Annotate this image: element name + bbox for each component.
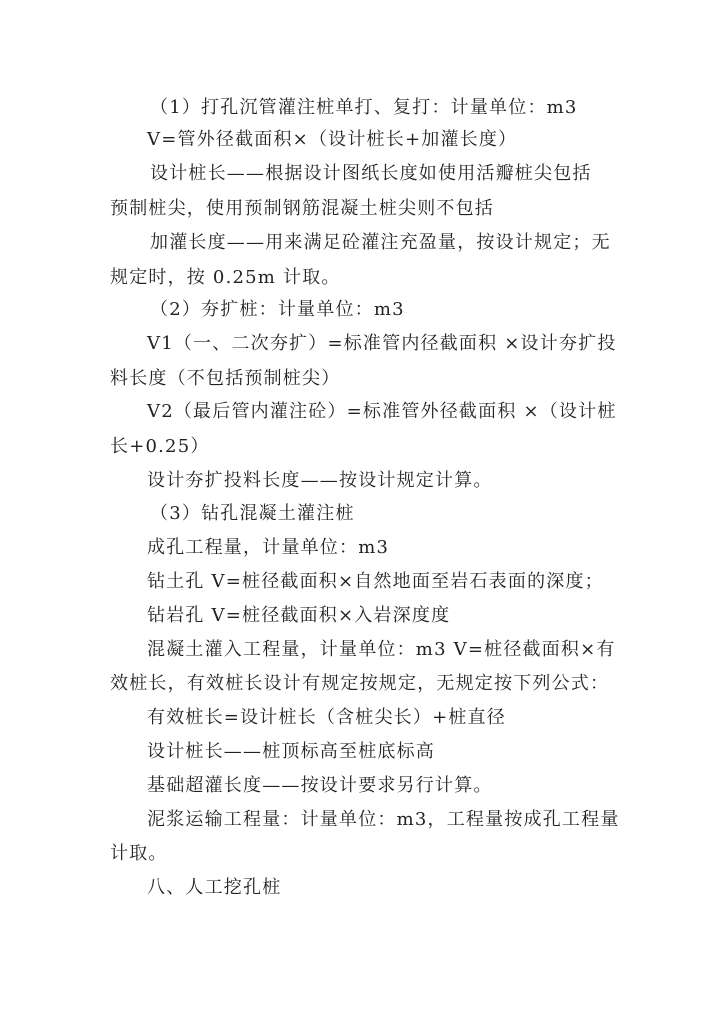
text-line: 加灌长度——用来满足砼灌注充盈量，按设计规定；无 (150, 232, 611, 253)
text-line: 泥浆运输工程量：计量单位：m3，工程量按成孔工程量 (147, 809, 620, 830)
text-line: 料长度（不包括预制桩尖） (110, 368, 341, 389)
text-line: （1）打孔沉管灌注桩单打、复打：计量单位：m3 (150, 97, 578, 118)
text-line: 混凝土灌入工程量，计量单位：m3 V=桩径截面积×有 (147, 639, 616, 660)
text-line: V1（一、二次夯扩）=标准管内径截面积 ×设计夯扩投 (147, 333, 617, 354)
text-line: 预制桩尖，使用预制钢筋混凝土桩尖则不包括 (110, 198, 494, 219)
text-line: V=管外径截面积×（设计桩长+加灌长度） (147, 129, 518, 150)
text-line: 有效桩长=设计桩长（含桩尖长）+桩直径 (147, 707, 506, 728)
text-line: 长+0.25） (110, 436, 210, 457)
text-line: 成孔工程量，计量单位：m3 (147, 537, 390, 558)
text-line: 八、人工挖孔桩 (147, 877, 282, 898)
text-line: 设计桩长——桩顶标高至桩底标高 (147, 741, 435, 762)
text-line: 设计夯扩投料长度——按设计规定计算。 (147, 470, 493, 491)
text-line: V2（最后管内灌注砼）=标准管外径截面积 ×（设计桩 (147, 401, 617, 422)
text-line: 计取。 (110, 843, 168, 864)
text-line: 钻土孔 V=桩径截面积×自然地面至岩石表面的深度； (147, 571, 604, 592)
text-line: 钻岩孔 V=桩径截面积×入岩深度度 (147, 605, 451, 626)
text-line: 基础超灌长度——按设计要求另行计算。 (147, 775, 493, 796)
text-line: 设计桩长——根据设计图纸长度如使用活瓣桩尖包括 (150, 163, 592, 184)
text-line: （2）夯扩桩：计量单位：m3 (150, 299, 405, 320)
text-line: （3）钻孔混凝土灌注桩 (150, 503, 355, 524)
text-line: 效桩长，有效桩长设计有规定按规定，无规定按下列公式： (110, 673, 610, 694)
text-line: 规定时，按 0.25m 计取。 (110, 267, 341, 288)
